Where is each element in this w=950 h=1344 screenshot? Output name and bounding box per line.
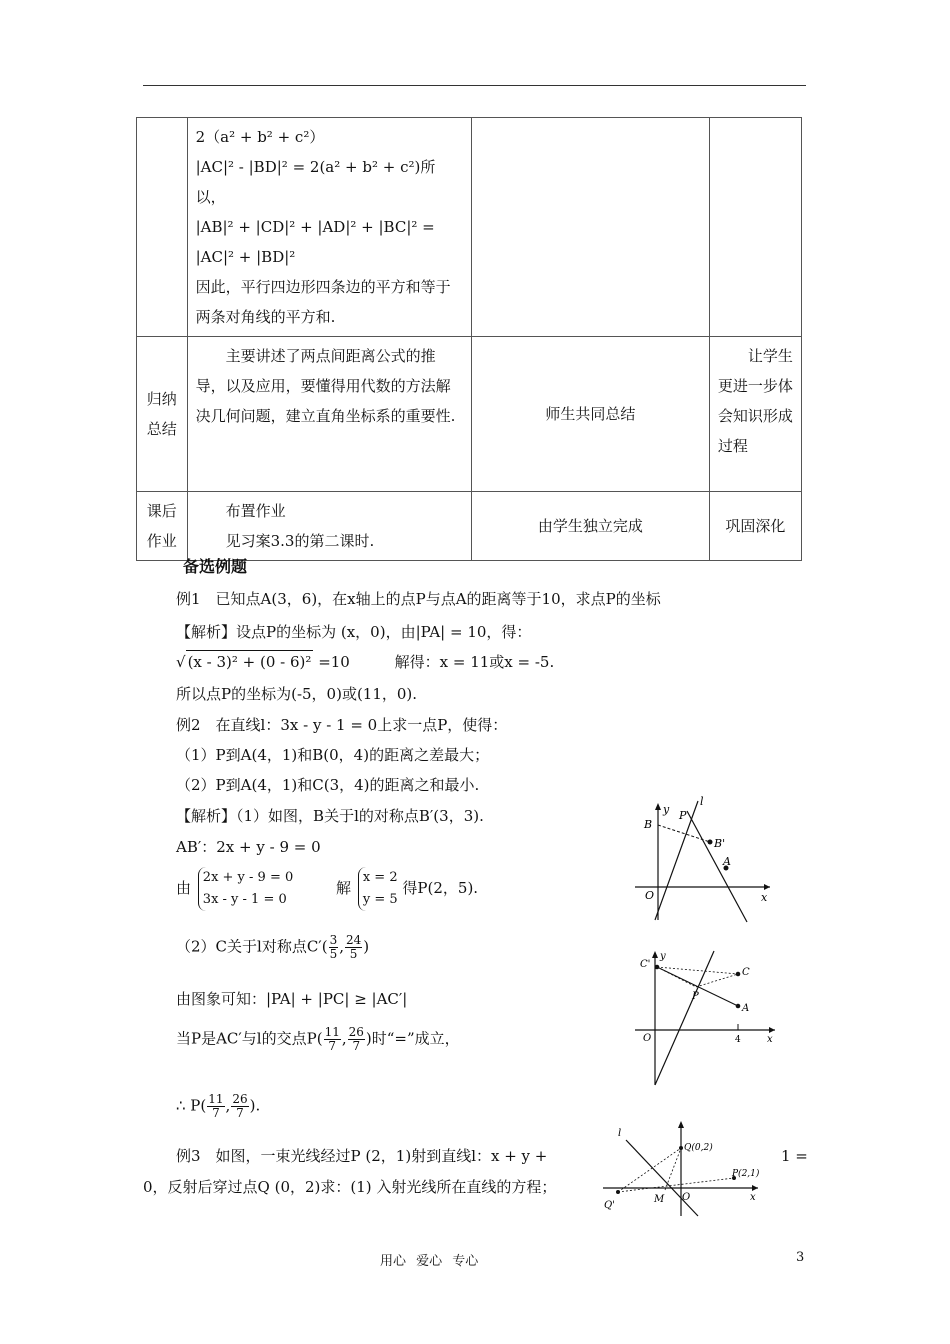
svg-text:x: x [767, 1034, 773, 1045]
numerator: 3 [329, 933, 338, 947]
svg-text:C': C' [640, 959, 651, 970]
text-prefix: 当P是AC′与l的交点P( [176, 1029, 323, 1048]
proof-line: 2（a² + b² + c²） [195, 128, 325, 146]
svg-text:P(2,1): P(2,1) [732, 1169, 760, 1179]
example-2-solution-5: 当P是AC′与l的交点P( $\frac{11}{7}$ , $\frac{26}{7}$ )时“=”成立， [176, 1025, 460, 1053]
figure-light-reflection [598, 1118, 768, 1218]
equation: 2x + y - 9 = 0 [202, 870, 294, 885]
fraction [324, 1026, 341, 1053]
equation-system-2 [358, 867, 398, 911]
sqrt-symbol: √ [176, 653, 186, 671]
svg-text:x: x [750, 1192, 756, 1203]
example-2-solution-3: （2）C关于l对称点C′( $\frac{3}{5}$ , $\frac{24}{5}$ ) [176, 933, 370, 961]
text-prefix: ∴ P( [176, 1096, 207, 1115]
example-1-question: 例1 已知点A(3，6)，在x轴上的点P与点A的距离等于10，求点P的坐标 [176, 590, 661, 608]
sqrt-expression: (x - 3)² + (0 - 6)² [186, 650, 314, 673]
svg-text:O: O [682, 1192, 691, 1203]
text-suffix: )时“=”成立， [365, 1029, 460, 1048]
table-cell [472, 118, 710, 337]
fraction [348, 1026, 365, 1053]
numerator: 26 [232, 1092, 248, 1106]
equation-result: =10 [318, 653, 350, 671]
denominator: 5 [329, 947, 338, 961]
text-result: 得P(2，5). [402, 879, 479, 897]
header-rule [143, 85, 806, 86]
equation: y = 5 [362, 892, 398, 907]
svg-text:O: O [645, 889, 655, 902]
svg-text:M: M [654, 1194, 665, 1205]
row-header: 课后作业 [137, 492, 188, 561]
example-2-solution-1: 【解析】（1）如图，B关于l的对称点B′(3，3). [176, 807, 484, 825]
svg-text:A: A [723, 855, 731, 868]
numerator: 26 [348, 1025, 364, 1039]
example-1-solution-1: 【解析】设点P的坐标为 (x，0)，由|PA| = 10，得： [176, 623, 532, 641]
example-1-solution-3: 所以点P的坐标为(-5，0)或(11，0). [176, 685, 418, 703]
text-suffix: ). [249, 1096, 261, 1115]
numerator: 11 [208, 1092, 224, 1106]
numerator: 11 [324, 1025, 340, 1039]
denominator: 7 [328, 1039, 337, 1053]
example-2-conclusion: ∴ P( $\frac{11}{7}$ , $\frac{26}{7}$ ). [176, 1092, 261, 1120]
svg-text:x: x [761, 891, 768, 904]
svg-text:C: C [742, 967, 750, 978]
fraction [345, 934, 362, 961]
table-row [137, 337, 802, 492]
denominator: 7 [352, 1039, 361, 1053]
example-2-part-2: （2）P到A(4，1)和C(3，4)的距离之和最小. [176, 776, 480, 794]
svg-text:P: P [679, 809, 687, 822]
purpose-text: 让学生更进一步体会知识形成过程 [709, 337, 801, 492]
svg-text:4: 4 [735, 1035, 741, 1045]
svg-text:y: y [660, 951, 666, 962]
example-2-solution-4: 由图象可知：|PA| + |PC| ≥ |AC′| [176, 990, 408, 1008]
text-prefix: 由 [176, 879, 192, 897]
numerator: 24 [345, 933, 362, 947]
figure-reflection-b [630, 795, 775, 930]
proof-line: |AB|² + |CD|² + |AD|² + |BC|² = |AC|² + |BD|² [195, 218, 435, 266]
svg-text:O: O [643, 1033, 652, 1044]
denominator: 7 [212, 1106, 220, 1120]
svg-text:Q': Q' [604, 1200, 615, 1211]
svg-text:B: B [644, 818, 653, 831]
example-2-system [176, 867, 478, 911]
method-text: 师生共同总结 [472, 337, 710, 492]
svg-text:A: A [742, 1003, 750, 1014]
footer-text: 用心 爱心 专心 [380, 1254, 479, 1269]
homework-cell [187, 492, 471, 561]
example-3-question-a: 例3 如图，一束光线经过P (2，1)射到直线l：x + y + [176, 1147, 548, 1165]
denominator: 5 [349, 947, 358, 961]
example-2-question: 例2 在直线l：3x - y - 1 = 0上求一点P，使得： [176, 716, 508, 734]
svg-text:l: l [618, 1128, 622, 1139]
figure-reflection-c [630, 945, 780, 1090]
svg-text:l: l [700, 795, 704, 808]
summary-text: 主要讲述了两点间距离公式的推导，以及应用，要懂得用代数的方法解决几何问题，建立直角坐标系的重要性. [187, 337, 471, 492]
purpose-text: 巩固深化 [709, 492, 801, 561]
example-3-question-c: 0，反射后穿过点Q (0，2)求：(1) 入射光线所在直线的方程； [143, 1178, 557, 1196]
method-text: 由学生独立完成 [472, 492, 710, 561]
example-2-part-1: （1）P到A(4，1)和B(0，4)的距离之差最大； [176, 746, 490, 764]
svg-text:y: y [663, 803, 670, 816]
fraction [207, 1093, 224, 1120]
fraction [329, 934, 339, 961]
homework-title: 布置作业 [225, 502, 286, 520]
fraction [231, 1093, 248, 1120]
svg-text:B': B' [714, 837, 726, 850]
svg-text:P: P [692, 991, 699, 1002]
example-1-solution-2 [176, 650, 554, 673]
table-cell [709, 118, 801, 337]
solution-result: 解得：x = 11或x = -5. [394, 653, 555, 671]
example-2-solution-2: AB′：2x + y - 9 = 0 [176, 838, 321, 856]
equation: x = 2 [362, 870, 398, 885]
example-3-question-b: 1 = [781, 1147, 808, 1165]
row-header: 归纳总结 [137, 337, 188, 492]
equation: 3x - y - 1 = 0 [202, 892, 287, 907]
section-title: 备选例题 [183, 557, 248, 576]
lesson-table [136, 117, 802, 561]
table-cell [187, 118, 471, 337]
homework-text: 见习案3.3的第二课时. [225, 532, 375, 550]
text-solve: 解 [336, 879, 352, 897]
page-number: 3 [796, 1250, 805, 1265]
svg-text:Q(0,2): Q(0,2) [684, 1143, 713, 1153]
equation-system-1 [198, 867, 293, 911]
table-cell [137, 118, 188, 337]
text-prefix: （2）C关于l对称点C′( [176, 937, 328, 956]
denominator: 7 [236, 1106, 244, 1120]
table-row [137, 492, 802, 561]
proof-line: 因此，平行四边形四条边的平方和等于两条对角线的平方和. [195, 278, 451, 326]
table-row [137, 118, 802, 337]
proof-line: |AC|² - |BD|² = 2(a² + b² + c²)所以， [195, 158, 436, 206]
